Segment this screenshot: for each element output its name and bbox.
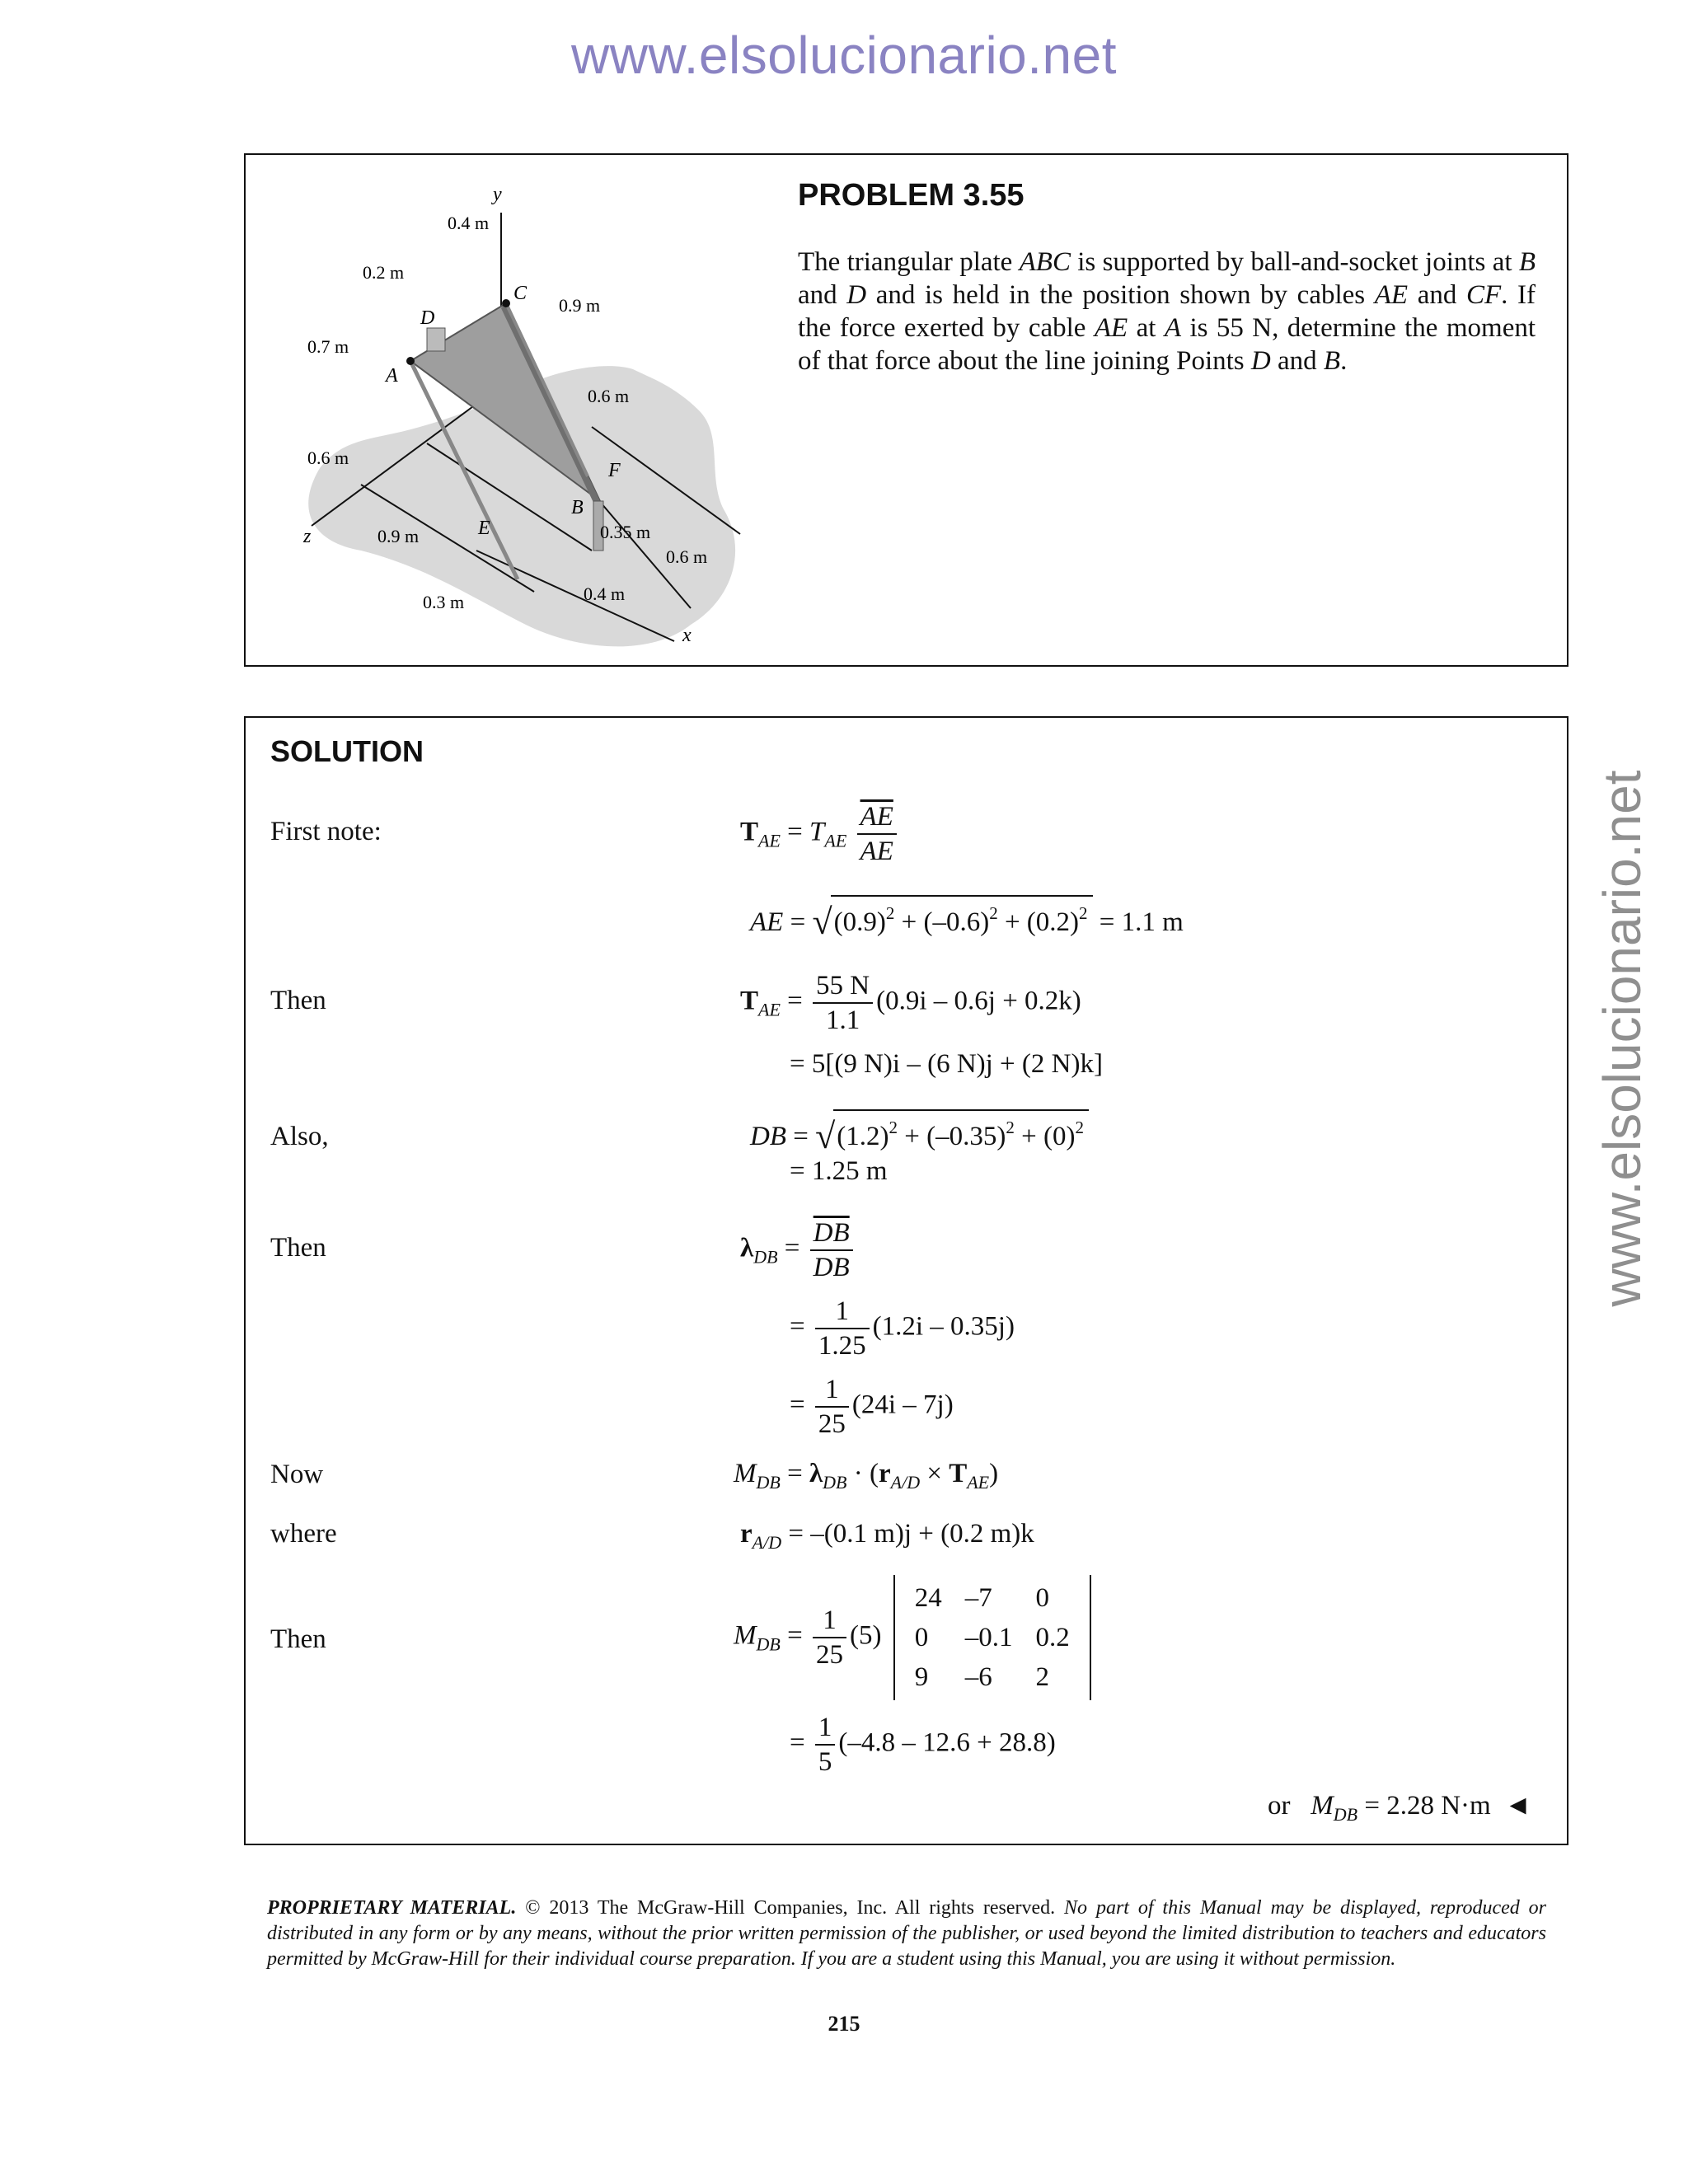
label-b: B [571,497,584,518]
eq-ae-length: AE = $√(0.9)^2 + (-0.6)^2 + (0.2)^2 = 1.1$ m [750,895,1184,939]
eq-tae-vector: $T_{AE}$ = $\frac{55 N}{1.1}$ (0.9i – 0.6j + 0.2k) [740,971,1081,1035]
label-z: z [303,526,312,547]
label-y: y [493,184,502,205]
dim-06-right: 0.6 m [666,546,708,567]
eq-db-result: = 1.25 m [790,1156,888,1186]
eq-mdb-determinant: $M_{DB}$ = $\frac{1}{25}$ (5) 24 –7 0 0 –0.1 0.2 9 –6 2 [734,1575,1091,1700]
point-a [406,357,415,365]
label-x: x [682,625,692,646]
label-then-3: Then [270,1624,326,1654]
label-where: where [270,1519,337,1549]
dim-02: 0.2 m [363,262,405,283]
label-d: D [420,307,435,329]
answer-marker-icon: ◄ [1504,1791,1531,1821]
point-c [502,299,510,307]
watermark-side: www.elsolucionario.net [1592,770,1652,1307]
problem-statement: The triangular plate ABC is supported by ball-and-socket joints at B and D and is held in the position shown by cables AE and CF. If the force exerted by cable AE at A is 55 N, determine the moment of that force about the line joining Points D and B. [798,247,1536,376]
label-also: Also, [270,1122,329,1151]
label-a: A [386,365,398,387]
dim-04-top: 0.4 m [448,213,490,233]
eq-mdb-def: $M_{DB} = \lambda_{DB} \cdot (r_{A/D} \times T_{AE})$ [734,1459,999,1493]
dim-04-bottom: 0.4 m [584,583,626,604]
dim-09-right: 0.9 m [559,295,601,316]
eq-lambda-3: = $\frac{1}{25}$ (24i – 7j) [790,1375,954,1439]
problem-box [244,153,1568,667]
footer-notice: PROPRIETARY MATERIAL. © 2013 The McGraw-Hill Companies, Inc. All rights reserved. No part of this Manual may be displayed, reproduced or distributed in any form or by any means, without the prior written permission of the publisher, or used beyond the limited distribution to teachers and educators permitted by McGraw-Hill for their individual course preparation. If you are a student using this Manual, you are using it without permission. [267,1897,1546,1970]
label-c: C [513,283,528,304]
eq-db-length: DB = $√(1.2)^2 + (-0.35)^2 + (0)^2$ [750,1109,1089,1153]
determinant-matrix: 24 –7 0 0 –0.1 0.2 9 –6 2 [893,1575,1091,1700]
label-f: F [608,460,621,481]
dim-03: 0.3 m [423,592,465,612]
eq-lambda-2: = $\frac{1}{1.25}$ (1.2i – 0.35j) [790,1296,1015,1361]
label-e: E [478,518,490,539]
page-number: 215 [828,2012,860,2036]
eq-mdb-expanded: = $\frac{1}{5}$ (–4.8 – 12.6 + 28.8) [790,1713,1056,1777]
problem-title: PROBLEM 3.55 [798,178,1025,213]
dim-035: 0.35 m [600,522,651,542]
dim-07: 0.7 m [307,336,349,357]
solution-box [244,716,1568,1845]
label-first-note: First note: [270,817,382,846]
label-now: Now [270,1460,324,1489]
label-then-2: Then [270,1233,326,1263]
dim-06-mid: 0.6 m [588,386,630,406]
bracket-d [427,328,445,351]
eq-tae-def: $T_{AE} = T_{AE}$ $\frac{\overline{AE}}{AE}$ [740,800,900,868]
label-then-1: Then [270,986,326,1015]
solution-title: SOLUTION [270,734,424,768]
dim-09-bottom: 0.9 m [377,526,420,546]
eq-tae-components: = 5[(9 N)i – (6 N)j + (2 N)k] [790,1049,1103,1079]
watermark-top: www.elsolucionario.net [571,26,1117,85]
problem-figure [262,163,773,658]
final-answer: or $M_{DB} = 2.28$ N·m ◄ [1268,1791,1531,1825]
dim-06-left: 0.6 m [307,448,349,468]
eq-r-ad: $r_{A/D} = -(0.1$ m)j + (0.2 m)k [740,1519,1034,1553]
eq-lambda-def: $\lambda_{DB}$ = $\frac{\overline{DB}}{DB}$ [740,1216,856,1284]
